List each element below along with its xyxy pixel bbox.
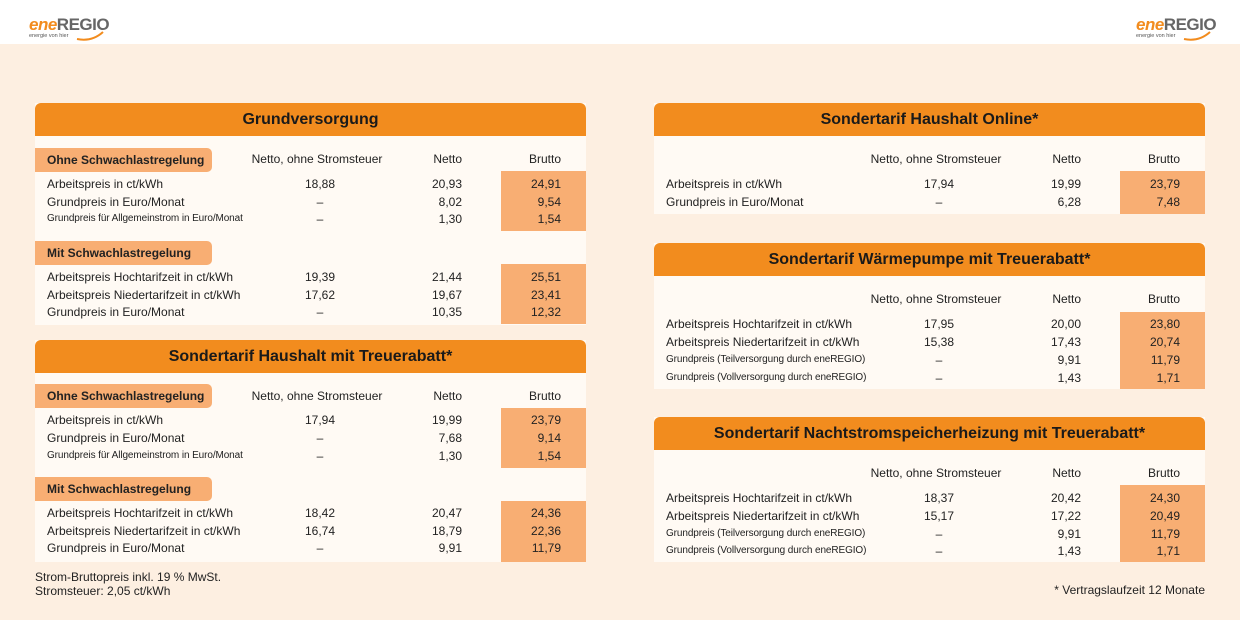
- section-pill: Ohne Schwachlastregelung: [35, 148, 212, 172]
- col-netto-ohne: Netto, ohne Stromsteuer: [870, 152, 1002, 166]
- table-row: Arbeitspreis Niedertarifzeit in ct/kWh 17,62 19,67 23,41: [47, 288, 561, 302]
- col-brutto: Brutto: [1147, 292, 1180, 306]
- col-brutto: Brutto: [1147, 152, 1180, 166]
- table-row: Arbeitspreis Hochtarifzeit in ct/kWh 17,95 20,00 23,80: [666, 317, 1180, 331]
- logo-wordmark: eneREGIO: [1136, 15, 1217, 34]
- col-netto-ohne: Netto, ohne Stromsteuer: [870, 292, 1002, 306]
- card-title: Sondertarif Haushalt mit Treuerabatt*: [35, 340, 586, 373]
- col-brutto: Brutto: [1147, 466, 1180, 480]
- card-title: Sondertarif Haushalt Online*: [654, 103, 1205, 136]
- logo-tagline: energie von hier: [1136, 33, 1176, 39]
- column-headers: [654, 464, 1205, 482]
- logo-swoosh-icon: [47, 30, 107, 42]
- tariff-card-haushalt-online: [654, 103, 1205, 214]
- column-headers: [654, 150, 1205, 168]
- table-row: Arbeitspreis Hochtarifzeit in ct/kWh 19,39 21,44 25,51: [47, 270, 561, 284]
- table-row: Grundpreis (Teilversorgung durch eneREGIO) – 9,91 11,79: [666, 353, 1180, 367]
- table-row: Grundpreis (Vollversorgung durch eneREGIO) – 1,43 1,71: [666, 544, 1180, 558]
- table-row: Grundpreis (Vollversorgung durch eneREGIO) – 1,43 1,71: [666, 371, 1180, 385]
- logo-swoosh-icon: [1154, 30, 1214, 42]
- table-row: Grundpreis in Euro/Monat – 7,68 9,14: [47, 431, 561, 445]
- table-row: Arbeitspreis Hochtarifzeit in ct/kWh 18,42 20,47 24,36: [47, 506, 561, 520]
- table-row: Arbeitspreis Hochtarifzeit in ct/kWh 18,37 20,42 24,30: [666, 491, 1180, 505]
- table-row: Grundpreis für Allgemeinstrom in Euro/Monat – 1,30 1,54: [47, 449, 561, 463]
- top-bar: [0, 0, 1240, 44]
- section-pill: Mit Schwachlastregelung: [35, 477, 212, 501]
- col-netto: Netto: [1052, 466, 1081, 480]
- table-row: Grundpreis in Euro/Monat – 6,28 7,48: [666, 195, 1180, 209]
- footnote-vat: [35, 570, 221, 598]
- col-netto-ohne: Netto, ohne Stromsteuer: [251, 389, 383, 403]
- table-row: Arbeitspreis Niedertarifzeit in ct/kWh 15,17 17,22 20,49: [666, 509, 1180, 523]
- col-netto: Netto: [1052, 152, 1081, 166]
- table-row: Arbeitspreis Niedertarifzeit in ct/kWh 15,38 17,43 20,74: [666, 335, 1180, 349]
- logo-right: [1136, 16, 1216, 39]
- card-title: Grundversorgung: [35, 103, 586, 136]
- section-pill: Ohne Schwachlastregelung: [35, 384, 212, 408]
- logo-tagline: energie von hier: [29, 33, 69, 39]
- table-row: Arbeitspreis in ct/kWh 17,94 19,99 23,79: [47, 413, 561, 427]
- section-pill: Mit Schwachlastregelung: [35, 241, 212, 265]
- col-netto-ohne: Netto, ohne Stromsteuer: [251, 152, 383, 166]
- tariff-card-grundversorgung: [35, 103, 586, 325]
- footnote-contract: * Vertragslaufzeit 12 Monate: [1054, 583, 1205, 597]
- footnote-line: Stromsteuer: 2,05 ct/kWh: [35, 584, 171, 598]
- footnote-line: Strom-Bruttopreis inkl. 19 % MwSt.: [35, 570, 222, 584]
- logo-left: [29, 16, 109, 39]
- tariff-card-haushalt-treuerabatt: [35, 340, 586, 562]
- table-row: Grundpreis in Euro/Monat – 10,35 12,32: [47, 305, 561, 319]
- table-row: Arbeitspreis in ct/kWh 18,88 20,93 24,91: [47, 177, 561, 191]
- col-netto: Netto: [433, 152, 462, 166]
- col-brutto: Brutto: [528, 389, 561, 403]
- table-row: Grundpreis in Euro/Monat – 9,91 11,79: [47, 541, 561, 555]
- table-row: Grundpreis (Teilversorgung durch eneREGIO) – 9,91 11,79: [666, 527, 1180, 541]
- table-row: Arbeitspreis in ct/kWh 17,94 19,99 23,79: [666, 177, 1180, 191]
- logo-wordmark: eneREGIO: [29, 15, 110, 34]
- column-headers: [35, 387, 586, 405]
- card-title: Sondertarif Nachtstromspeicherheizung mit Treuerabatt*: [654, 417, 1205, 450]
- col-netto: Netto: [433, 389, 462, 403]
- table-row: Arbeitspreis Niedertarifzeit in ct/kWh 16,74 18,79 22,36: [47, 524, 561, 538]
- table-row: Grundpreis in Euro/Monat – 8,02 9,54: [47, 195, 561, 209]
- col-brutto: Brutto: [528, 152, 561, 166]
- col-netto: Netto: [1052, 292, 1081, 306]
- card-title: Sondertarif Wärmepumpe mit Treuerabatt*: [654, 243, 1205, 276]
- col-netto-ohne: Netto, ohne Stromsteuer: [870, 466, 1002, 480]
- column-headers: [654, 290, 1205, 308]
- column-headers: [35, 150, 586, 168]
- tariff-card-nachtstrom: [654, 417, 1205, 562]
- tariff-card-waermepumpe: [654, 243, 1205, 389]
- table-row: Grundpreis für Allgemeinstrom in Euro/Monat – 1,30 1,54: [47, 212, 561, 226]
